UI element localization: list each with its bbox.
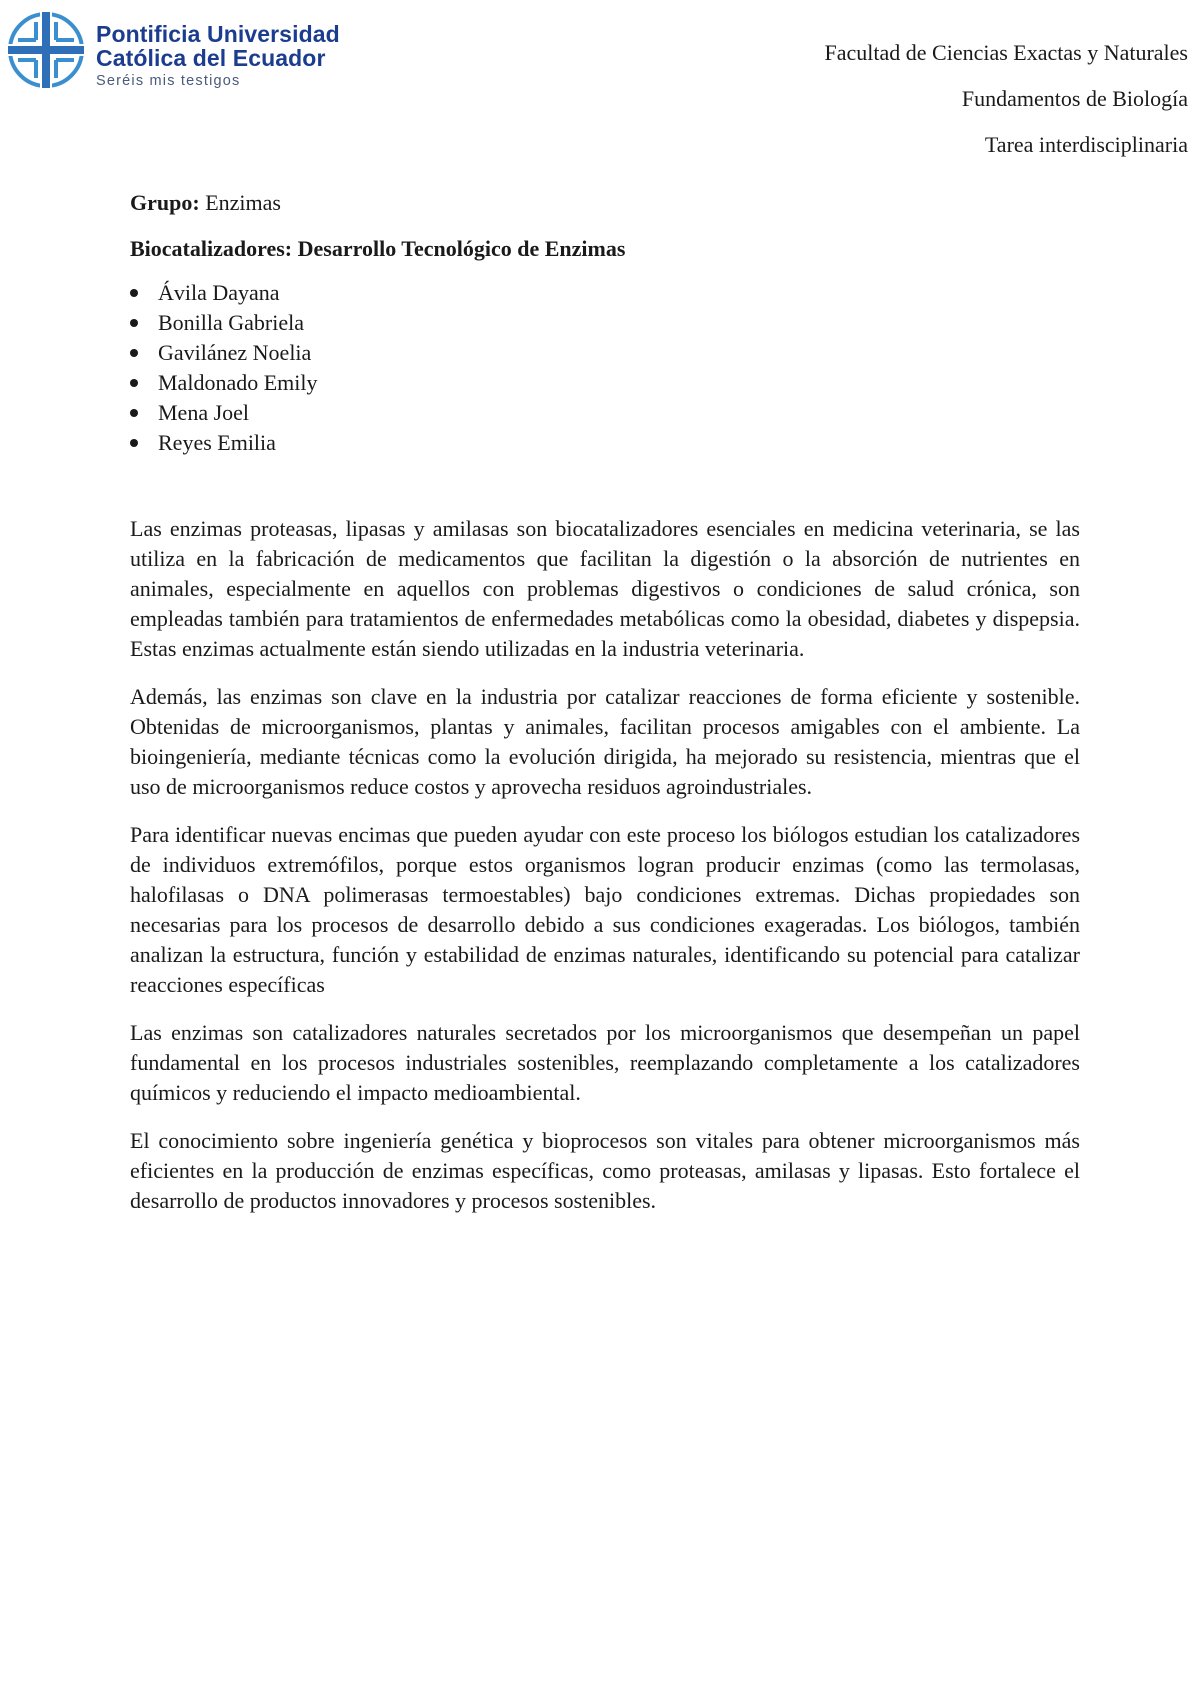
bullet-icon — [130, 379, 138, 387]
member-list — [130, 278, 1080, 458]
header-info — [825, 36, 1188, 174]
bullet-icon — [130, 409, 138, 417]
list-item — [130, 278, 1080, 308]
logo-university-name-line2: Católica del Ecuador — [96, 45, 326, 71]
bullet-icon — [130, 439, 138, 447]
logo-motto: Seréis mis testigos — [96, 73, 241, 89]
member-name: Mena Joel — [158, 400, 250, 425]
paragraph: Además, las enzimas son clave en la industria por catalizar reacciones de forma eficiente y sostenible. Obtenidas de microorganismos, plantas y animales, facilitan procesos amigables con el ambiente. La bioingeniería, mediante técnicas como la evolución dirigida, ha mejorado su resistencia, mientras que el uso de microorganismos reduce costos y aprovecha residuos agroindustriales. — [130, 684, 1080, 799]
bullet-icon — [130, 349, 138, 357]
bullet-icon — [130, 319, 138, 327]
document-body — [130, 186, 1080, 1234]
member-name: Reyes Emilia — [158, 430, 276, 455]
list-item — [130, 308, 1080, 338]
header-faculty: Facultad de Ciencias Exactas y Naturales — [824, 40, 1188, 65]
document-title: Biocatalizadores: Desarrollo Tecnológico de Enzimas — [130, 236, 626, 261]
header-course: Fundamentos de Biología — [961, 86, 1188, 111]
group-line — [130, 186, 1080, 232]
bullet-icon — [130, 289, 138, 297]
university-logo — [4, 8, 344, 92]
list-item — [130, 428, 1080, 458]
group-label: Grupo: — [130, 190, 200, 215]
member-name: Bonilla Gabriela — [158, 310, 305, 335]
group-value: Enzimas — [205, 190, 281, 215]
list-item — [130, 338, 1080, 368]
paragraph: Para identificar nuevas encimas que pueden ayudar con este proceso los biólogos estudian los catalizadores de individuos extremófilos, porque estos organismos logran producir enzimas (como las termolasas, halofilasas o DNA polimerasas termoestables) bajo condiciones extremas. Dichas propiedades son necesarias para los procesos de desarrollo debido a sus condiciones exageradas. Los biólogos, también analizan la estructura, función y estabilidad de enzimas naturales, identificando su potencial para catalizar reacciones específicas — [130, 822, 1080, 997]
header-assignment: Tarea interdisciplinaria — [984, 132, 1188, 157]
member-name: Gavilánez Noelia — [158, 340, 312, 365]
paragraph: El conocimiento sobre ingeniería genética y bioprocesos son vitales para obtener microorganismos más eficientes en la producción de enzimas específicas, como proteasas, amilasas y lipasas. Esto fortalece el desarrollo de productos innovadores y procesos sostenibles. — [130, 1128, 1080, 1213]
list-item — [130, 398, 1080, 428]
member-name: Maldonado Emily — [158, 370, 318, 395]
list-item — [130, 368, 1080, 398]
paragraph: Las enzimas proteasas, lipasas y amilasas son biocatalizadores esenciales en medicina veterinaria, se las utiliza en la fabricación de medicamentos que facilitan la digestión o la absorción de nutrientes en animales, especialmente en aquellos con problemas digestivos o condiciones de salud crónica, son empleadas también para tratamientos de enfermedades metabólicas como la obesidad, diabetes y dispepsia. Estas enzimas actualmente están siendo utilizadas en la industria veterinaria. — [130, 516, 1080, 661]
paragraph: Las enzimas son catalizadores naturales secretados por los microorganismos que desempeñan un papel fundamental en los procesos industriales sostenibles, reemplazando completamente a los catalizadores químicos y reduciendo el impacto medioambiental. — [130, 1020, 1080, 1105]
cross-emblem-icon — [4, 8, 88, 92]
logo-university-name-line1: Pontificia Universidad — [96, 21, 340, 47]
body-text — [130, 514, 1080, 1216]
member-name: Ávila Dayana — [158, 280, 280, 305]
